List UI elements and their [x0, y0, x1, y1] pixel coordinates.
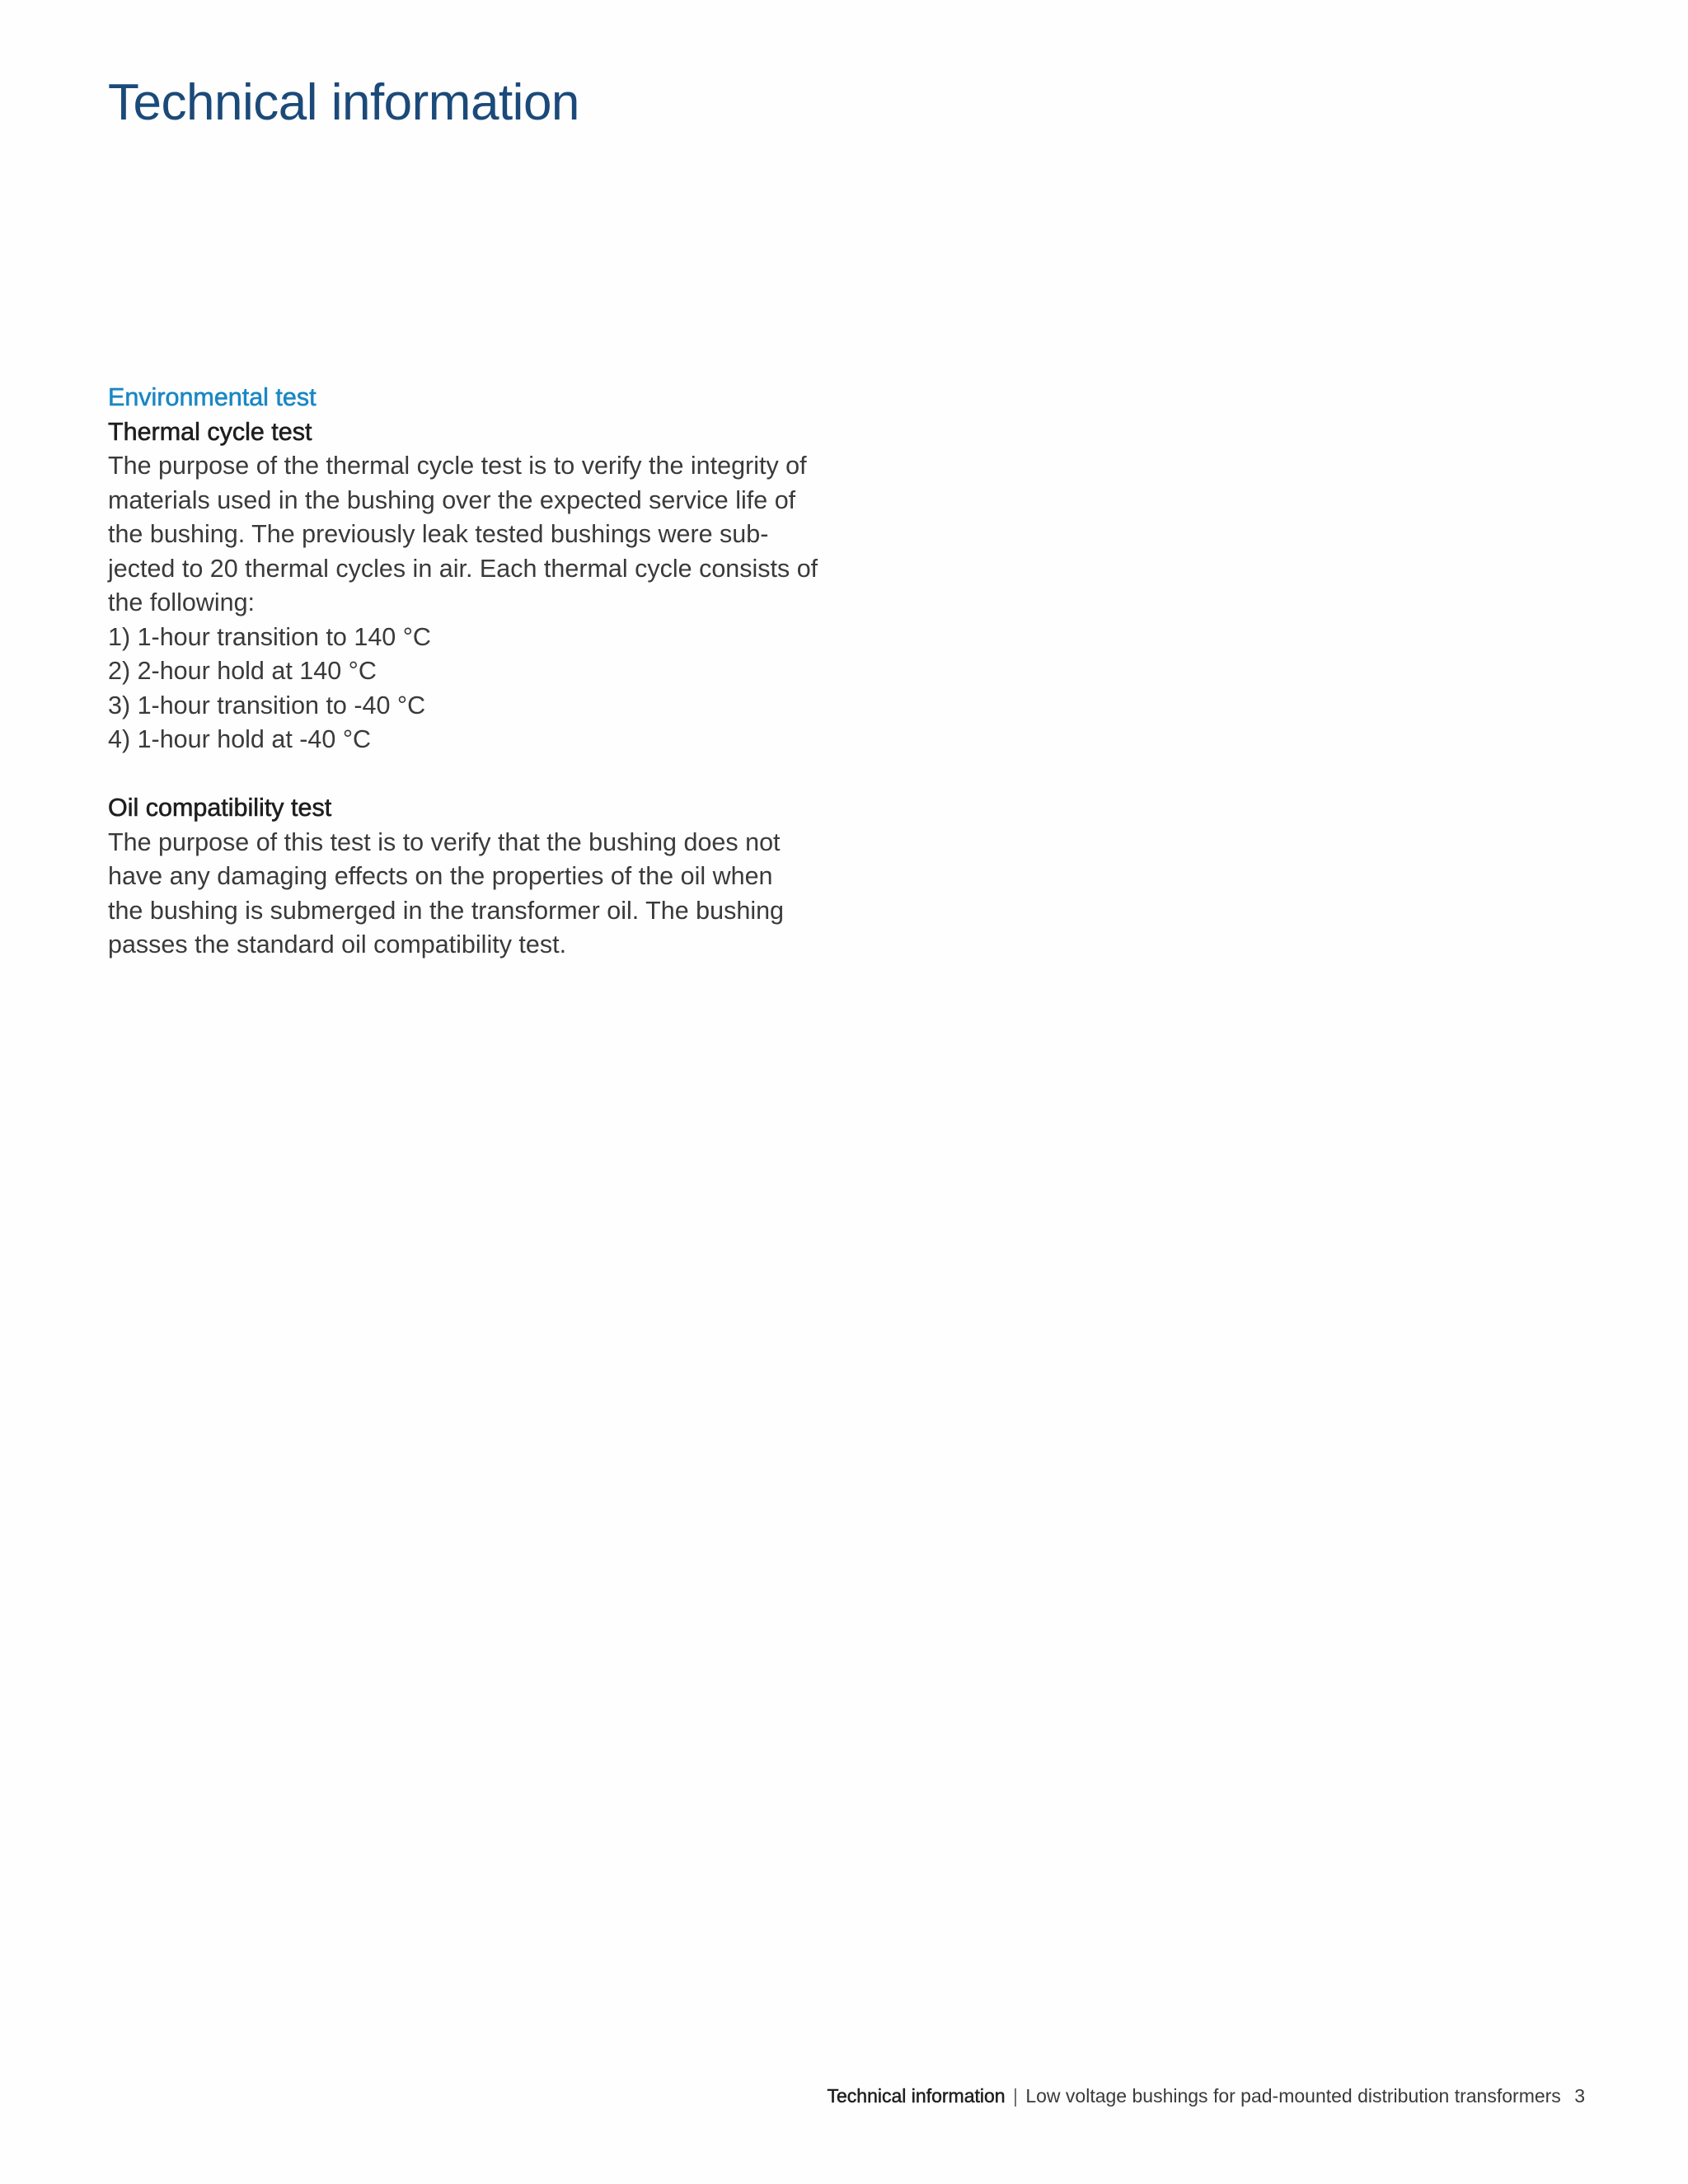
- paragraph-line: jected to 20 thermal cycles in air. Each thermal cycle consists of: [108, 554, 818, 583]
- paragraph-line: The purpose of this test is to verify that the bushing does not: [108, 827, 781, 856]
- paragraph-spacer: [108, 757, 866, 792]
- section-heading-environmental-test: Environmental test: [108, 383, 316, 411]
- thermal-cycle-paragraph: [108, 449, 866, 621]
- paragraph-line: passes the standard oil compatibility test.: [108, 930, 567, 958]
- page-title: Technical information: [108, 74, 579, 131]
- oil-compatibility-paragraph: [108, 826, 866, 963]
- paragraph-line: the bushing. The previously leak tested bushings were sub-: [108, 520, 769, 548]
- footer-separator: |: [1012, 2085, 1018, 2107]
- main-content: [108, 381, 866, 963]
- subheading-oil-compatibility-test: Oil compatibility test: [108, 794, 332, 822]
- paragraph-line: The purpose of the thermal cycle test is to verify the integrity of: [108, 452, 807, 480]
- paragraph-line: have any damaging effects on the properties of the oil when: [108, 862, 773, 890]
- page-number: 3: [1574, 2085, 1585, 2107]
- paragraph-line: materials used in the bushing over the expected service life of: [108, 485, 796, 514]
- footer-document-title: Low voltage bushings for pad-mounted distribution transformers: [1025, 2085, 1561, 2107]
- footer-section-title: Technical information: [827, 2085, 1006, 2107]
- paragraph-line: the following:: [108, 588, 256, 616]
- list-item-step-2: 2) 2-hour hold at 140 °C: [108, 657, 377, 685]
- subheading-thermal-cycle-test: Thermal cycle test: [108, 417, 312, 446]
- thermal-cycle-steps-list: [108, 621, 866, 757]
- paragraph-line: the bushing is submerged in the transformer oil. The bushing: [108, 896, 785, 925]
- list-item-step-3: 3) 1-hour transition to -40 °C: [108, 691, 426, 719]
- list-item-step-1: 1) 1-hour transition to 140 °C: [108, 622, 431, 651]
- list-item-step-4: 4) 1-hour hold at -40 °C: [108, 725, 372, 753]
- page-footer: [828, 2083, 1585, 2108]
